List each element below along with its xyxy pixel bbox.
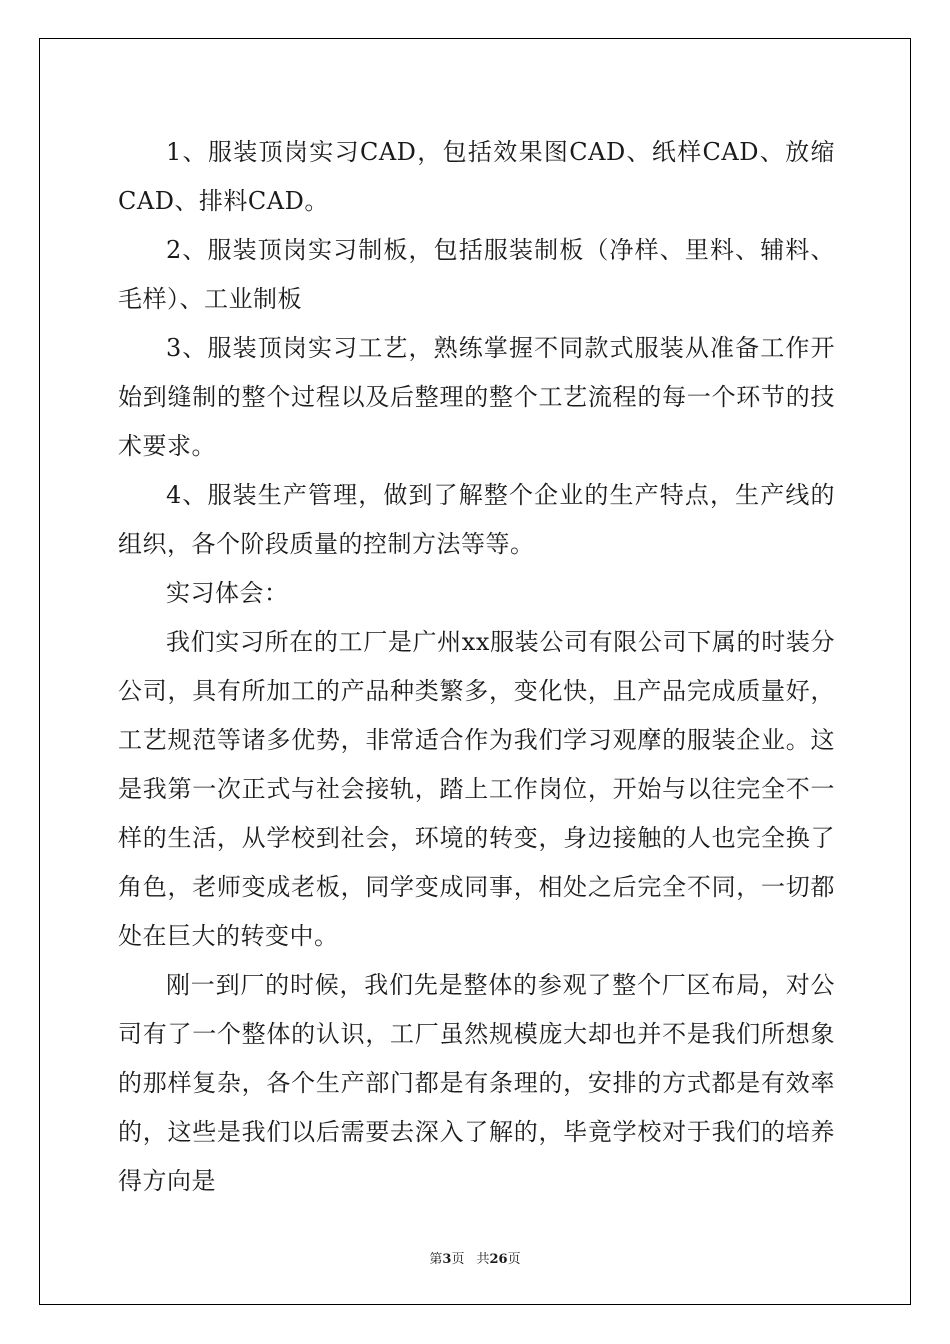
page-prefix: 第 — [429, 1252, 443, 1267]
paragraph-craft: 3、服装顶岗实习工艺，熟练掌握不同款式服装从准备工作开始到缝制的整个过程以及后整理的整个工艺流程的每一个环节的技术要求。 — [118, 334, 835, 460]
paragraph-pattern-making: 2、服装顶岗实习制板，包括服装制板（净样、里料、辅料、毛样）、工业制板 — [118, 236, 835, 313]
paragraph-factory-intro: 我们实习所在的工厂是广州xx服装公司有限公司下属的时装分公司，具有所加工的产品种类繁多，变化快，且产品完成质量好，工艺规范等诸多优势，非常适合作为我们学习观摩的服装企业。这是我第一次正式与社会接轨，踏上工作岗位，开始与以往完全不一样的生活，从学校到社会，环境的转变，身边接触的人也完全换了角色，老师变成老板，同学变成同事，相处之后完全不同，一切都处在巨大的转变中。 — [118, 628, 835, 950]
paragraph-production-management: 4、服装生产管理，做到了解整个企业的生产特点，生产线的组织，各个阶段质量的控制方法等等。 — [118, 481, 835, 558]
total-pages: 26 — [489, 1252, 508, 1267]
page-number: 3 — [442, 1252, 452, 1267]
document-body — [118, 128, 835, 1206]
paragraph-cad: 1、服装顶岗实习CAD，包括效果图CAD、纸样CAD、放缩CAD、排料CAD。 — [118, 138, 835, 215]
paragraph-first-visit: 刚一到厂的时候，我们先是整体的参观了整个厂区布局，对公司有了一个整体的认识，工厂虽然规模庞大却也并不是我们所想象的那样复杂，各个生产部门都是有条理的，安排的方式都是有效率的，这些是我们以后需要去深入了解的，毕竟学校对于我们的培养得方向是 — [118, 971, 835, 1195]
total-suffix: 页 — [507, 1252, 521, 1267]
page-suffix: 页 — [451, 1252, 465, 1267]
section-heading-experience: 实习体会： — [166, 579, 289, 607]
total-prefix: 共 — [476, 1252, 490, 1267]
page-footer — [0, 1248, 950, 1267]
